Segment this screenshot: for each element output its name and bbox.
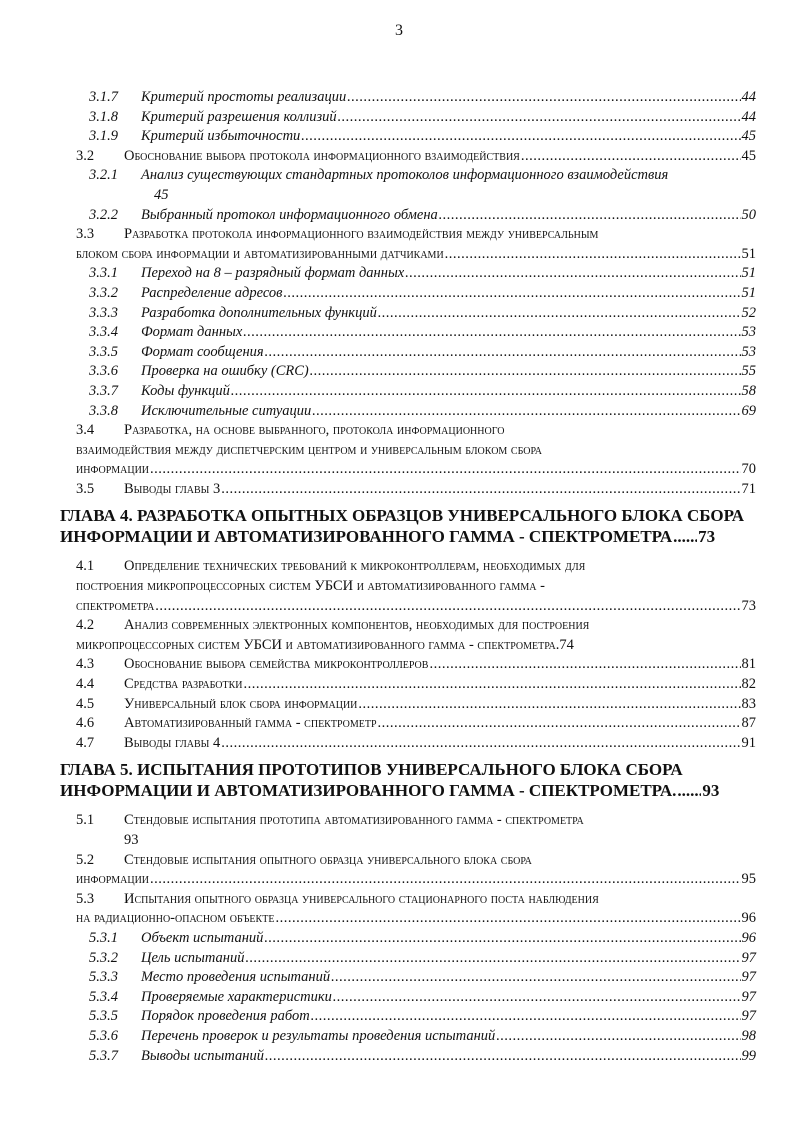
entry-number: 5.3.4 (89, 988, 118, 1005)
toc-entry-3-2[interactable] (76, 147, 756, 167)
toc-entry-3-1-9[interactable] (76, 127, 756, 147)
toc-entry-5-2[interactable] (76, 851, 756, 890)
entry-page: 69 (741, 402, 756, 419)
page-number: 3 (395, 22, 403, 39)
dot-leader (245, 949, 740, 969)
chapter-title-line1: ГЛАВА 4. РАЗРАБОТКА ОПЫТНЫХ ОБРАЗЦОВ УНИВЕРСАЛЬНОГО БЛОКА СБОРА (60, 506, 745, 526)
entry-page: 51 (741, 245, 756, 262)
entry-page: 83 (741, 695, 756, 712)
entry-page: 53 (741, 324, 756, 341)
entry-page: 73 (741, 597, 756, 614)
toc-entry-3-3-6[interactable] (76, 362, 756, 382)
dot-leader (275, 909, 740, 929)
entry-number: 3.3.2 (89, 284, 118, 301)
toc-entry-3-3[interactable] (76, 225, 756, 264)
toc-entry-5-3-3[interactable] (76, 968, 756, 988)
entry-title-line3: информации (76, 461, 150, 478)
dot-leader (312, 402, 740, 422)
dot-leader (243, 323, 740, 343)
entry-page: 93 (124, 832, 139, 848)
entry-title-line1: Стендовые испытания опытного образца универсального блока сбора (124, 851, 532, 868)
entry-title: Обоснование выбора протокола информационного взаимодействия (124, 147, 520, 164)
entry-title-line1: Разработка, на основе выбранного, протокола информационного (124, 422, 505, 439)
entry-page: 96 (741, 910, 756, 927)
dot-leader (283, 284, 740, 304)
entry-title-line2: блоком сбора информации и автоматизированными датчиками (76, 245, 444, 262)
dot-leader (333, 988, 741, 1008)
entry-title-line2: микропроцессорных систем УБСИ и автоматизированного гамма - спектрометра. (76, 636, 560, 653)
entry-number: 4.7 (76, 734, 95, 751)
entry-page: 97 (741, 1008, 756, 1025)
entry-page: 51 (741, 265, 756, 282)
entry-page: 51 (741, 284, 756, 301)
chapter-page: 93 (702, 781, 720, 801)
entry-number: 3.3.1 (89, 265, 118, 282)
entry-page: 97 (741, 949, 756, 966)
dot-leader (265, 1047, 741, 1067)
toc-chapter-5[interactable] (60, 759, 760, 801)
entry-number: 3.3.6 (89, 363, 118, 380)
entry-page: 44 (741, 108, 756, 125)
entry-page: 95 (741, 871, 756, 888)
toc-entry-3-3-5[interactable] (76, 343, 756, 363)
toc-entry-4-1[interactable] (76, 557, 756, 616)
entry-title: Универсальный блок сбора информации (124, 695, 358, 712)
toc-entry-4-4[interactable] (76, 675, 756, 695)
entry-page: 71 (741, 480, 756, 497)
entry-page: 82 (741, 676, 756, 693)
entry-number: 3.3 (76, 226, 95, 243)
toc-entry-4-7[interactable] (76, 734, 756, 754)
entry-number: 5.2 (76, 851, 95, 868)
entry-number: 4.5 (76, 695, 95, 712)
dot-leader (378, 304, 741, 324)
entry-title-line3: спектрометра (76, 597, 155, 614)
entry-title: Анализ существующих стандартных протоколов информационного взаимодействия (141, 167, 669, 184)
entry-number: 3.3.5 (89, 343, 118, 360)
entry-title: Обоснование выбора семейства микроконтроллеров (124, 656, 429, 673)
entry-title-line1: Анализ современных электронных компонентов, необходимых для построения (124, 617, 590, 634)
dot-leader (311, 1007, 741, 1027)
entry-title-line1: Испытания опытного образца универсального стационарного поста наблюдения (124, 890, 599, 907)
entry-page: 74 (559, 636, 574, 653)
entry-number: 3.4 (76, 422, 95, 439)
dot-leader (429, 655, 740, 675)
entry-title: Автоматизированный гамма - спектрометр (124, 715, 377, 732)
entry-title: Средства разработки (124, 676, 243, 693)
entry-number: 4.6 (76, 715, 95, 732)
toc-entry-4-5[interactable] (76, 695, 756, 715)
entry-number: 5.3.3 (89, 969, 118, 986)
entry-page: 87 (741, 715, 756, 732)
dot-leader (264, 929, 740, 949)
entry-page: 99 (741, 1047, 756, 1064)
toc-entry-4-2[interactable] (76, 616, 756, 655)
entry-title-line2: на радиационно-опасном объекте (76, 910, 275, 927)
entry-page: 58 (741, 382, 756, 399)
dot-leader (347, 88, 740, 108)
entry-number: 3.2.2 (89, 206, 118, 223)
entry-number: 5.3.7 (89, 1047, 118, 1064)
entry-page: 97 (741, 988, 756, 1005)
dot-leader (378, 714, 741, 734)
entry-number: 4.2 (76, 617, 95, 634)
entry-title: Критерий разрешения коллизий (141, 108, 337, 125)
toc-chapter-4[interactable] (60, 505, 760, 547)
entry-title: Критерий избыточности (141, 128, 301, 145)
entry-title: Место проведения испытаний (141, 969, 331, 986)
toc-entry-3-1-7[interactable] (76, 88, 756, 108)
entry-number: 5.3.6 (89, 1027, 118, 1044)
entry-title: Выводы главы 4 (124, 734, 221, 751)
toc-entry-3-2-2[interactable] (76, 206, 756, 226)
dot-leader (358, 695, 740, 715)
toc-entry-4-3[interactable] (76, 655, 756, 675)
entry-number: 3.2 (76, 147, 95, 164)
toc-entry-5-1[interactable] (76, 811, 756, 850)
entry-number: 3.1.7 (89, 89, 118, 105)
entry-title: Выводы испытаний (141, 1047, 264, 1064)
entry-page: 70 (741, 461, 756, 478)
entry-title: Коды функций (141, 382, 230, 399)
dot-leader (439, 206, 741, 226)
entry-title: Разработка дополнительных функций (141, 304, 377, 321)
dot-leader (231, 382, 741, 402)
toc-entry-5-3-2[interactable] (76, 949, 756, 969)
entry-page: 91 (741, 734, 756, 751)
dot-leader (310, 362, 741, 382)
dot-leader (338, 108, 741, 128)
dot-leader (150, 870, 740, 890)
toc-entry-3-5[interactable] (76, 480, 756, 500)
dot-leader (221, 734, 740, 754)
dot-leader (405, 264, 740, 284)
chapter-page: 73 (698, 527, 716, 547)
entry-number: 3.5 (76, 480, 95, 497)
entry-page: 44 (741, 89, 756, 105)
toc-entry-5-3[interactable] (76, 890, 756, 929)
toc-entry-3-2-1[interactable] (76, 166, 756, 205)
entry-page: 45 (154, 186, 169, 203)
dot-leader (521, 147, 741, 167)
entry-title-line2: взаимодействия между диспетчерским центром и универсальным блоком сбора (76, 441, 542, 458)
entry-title: Формат данных (141, 324, 243, 341)
entry-title-line1: Разработка протокола информационного взаимодействия между универсальным (124, 226, 599, 243)
toc-entry-3-3-8[interactable] (76, 402, 756, 422)
entry-number: 3.1.9 (89, 128, 118, 145)
entry-page: 98 (741, 1027, 756, 1044)
entry-page: 45 (741, 147, 756, 164)
entry-title: Проверка на ошибку (CRC) (141, 363, 309, 380)
toc-entry-3-3-2[interactable] (76, 284, 756, 304)
toc-entry-3-3-1[interactable] (76, 264, 756, 284)
entry-page: 45 (741, 128, 756, 145)
entry-title: Порядок проведения работ (141, 1008, 310, 1025)
entry-page: 52 (741, 304, 756, 321)
entry-title: Выводы главы 3 (124, 480, 221, 497)
entry-number: 3.3.4 (89, 324, 118, 341)
toc-entry-5-3-1[interactable] (76, 929, 756, 949)
toc-entry-5-3-6[interactable] (76, 1027, 756, 1047)
entry-title: Цель испытаний (141, 949, 245, 966)
toc-entry-3-4[interactable] (76, 421, 756, 480)
entry-page: 50 (741, 206, 756, 223)
dot-leader (677, 780, 701, 801)
entry-page: 55 (741, 363, 756, 380)
chapter-title-line1: ГЛАВА 5. ИСПЫТАНИЯ ПРОТОТИПОВ УНИВЕРСАЛЬНОГО БЛОКА СБОРА (60, 760, 683, 780)
dot-leader (150, 460, 740, 480)
entry-number: 3.2.1 (89, 167, 118, 184)
entry-title: Формат сообщения (141, 343, 264, 360)
entry-number: 3.1.8 (89, 108, 118, 125)
dot-leader (221, 480, 740, 500)
entry-number: 4.4 (76, 676, 95, 693)
toc-entry-5-3-4[interactable] (76, 988, 756, 1008)
entry-number: 5.3.2 (89, 949, 118, 966)
toc-entry-5-3-7[interactable] (76, 1047, 756, 1067)
dot-leader (445, 245, 741, 265)
entry-title-line2: информации (76, 871, 150, 888)
entry-page: 81 (741, 656, 756, 673)
entry-title: Перечень проверок и результаты проведения испытаний (141, 1027, 496, 1044)
entry-number: 3.3.3 (89, 304, 118, 321)
dot-leader (244, 675, 741, 695)
dot-leader (301, 127, 740, 147)
entry-number: 5.3 (76, 890, 95, 907)
entry-title: Выбранный протокол информационного обмена (141, 206, 438, 223)
toc-entry-3-3-3[interactable] (76, 304, 756, 324)
dot-leader (331, 968, 740, 988)
dot-leader (673, 526, 697, 547)
entry-title: Стендовые испытания прототипа автоматизированного гамма - спектрометра (124, 812, 584, 829)
entry-title: Критерий простоты реализации (141, 89, 347, 105)
entry-number: 5.3.1 (89, 929, 118, 946)
toc-entry-3-3-7[interactable] (76, 382, 756, 402)
entry-number: 5.3.5 (89, 1008, 118, 1025)
entry-title: Распределение адресов (141, 284, 283, 301)
entry-title: Переход на 8 – разрядный формат данных (141, 265, 405, 282)
entry-title: Объект испытаний (141, 929, 264, 946)
dot-leader (265, 343, 741, 363)
entry-page: 97 (741, 969, 756, 986)
toc-entry-4-6[interactable] (76, 714, 756, 734)
entry-number: 4.3 (76, 656, 95, 673)
toc-entry-3-3-4[interactable] (76, 323, 756, 343)
entry-number: 4.1 (76, 558, 95, 575)
entry-title: Исключительные ситуации (141, 402, 312, 419)
chapter-title-line2: ИНФОРМАЦИИ И АВТОМАТИЗИРОВАННОГО ГАММА - СПЕКТРОМЕТРА (60, 527, 673, 547)
entry-page: 53 (741, 343, 756, 360)
toc-entry-3-1-8[interactable] (76, 108, 756, 128)
dot-leader (155, 597, 740, 617)
chapter-title-line2: ИНФОРМАЦИИ И АВТОМАТИЗИРОВАННОГО ГАММА - СПЕКТРОМЕТРА. (60, 781, 677, 801)
entry-number: 3.3.7 (89, 382, 118, 399)
dot-leader (496, 1027, 740, 1047)
entry-title: Проверяемые характеристики (141, 988, 332, 1005)
toc-entry-5-3-5[interactable] (76, 1007, 756, 1027)
entry-title-line2: построения микропроцессорных систем УБСИ и автоматизированного гамма - (76, 578, 545, 595)
table-of-contents (60, 88, 756, 1066)
entry-page: 96 (741, 929, 756, 946)
entry-title-line1: Определение технических требований к микроконтроллерам, необходимых для (124, 558, 586, 575)
entry-number: 5.1 (76, 812, 95, 829)
entry-number: 3.3.8 (89, 402, 118, 419)
